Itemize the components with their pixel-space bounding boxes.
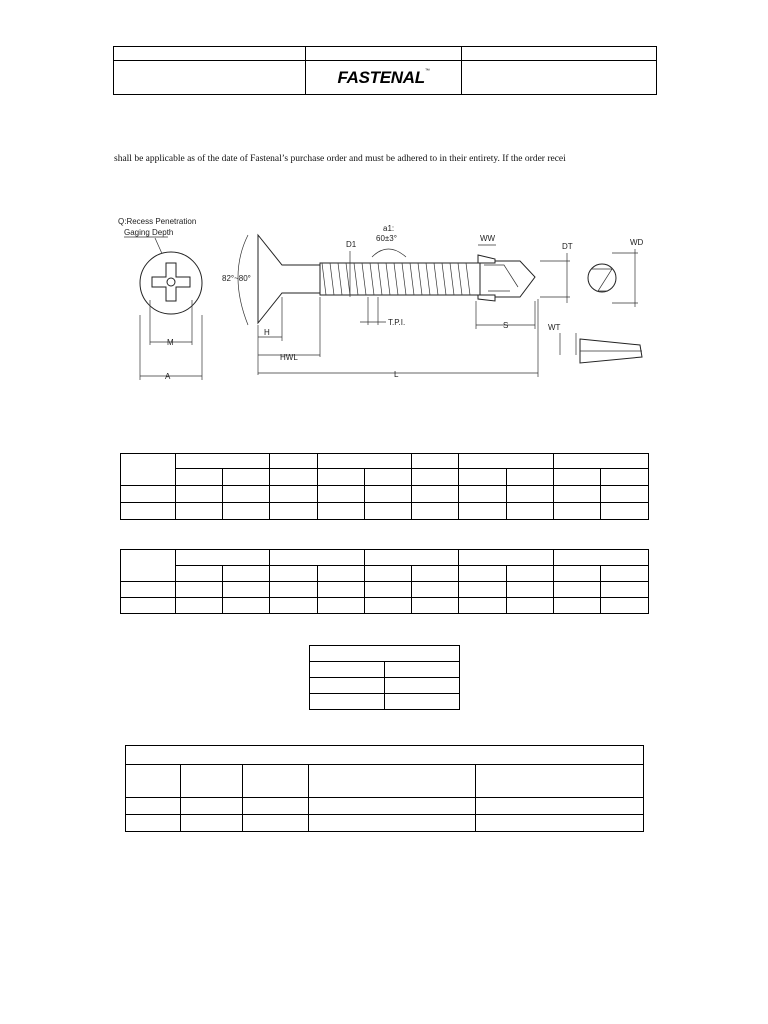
dim-a1-value: 60±3° — [376, 234, 397, 243]
table-cell — [412, 469, 459, 486]
table-cell — [318, 454, 412, 469]
table-cell — [270, 550, 365, 566]
table-cell — [318, 486, 365, 503]
table-cell — [181, 765, 243, 798]
table-cell — [121, 550, 176, 582]
table-cell — [176, 566, 223, 582]
head-top-view — [118, 217, 202, 381]
table-cell — [126, 765, 181, 798]
table-cell — [554, 550, 649, 566]
table-cell — [223, 469, 270, 486]
table-cell — [412, 598, 459, 614]
table-cell — [223, 598, 270, 614]
table-cell — [601, 503, 649, 520]
dim-l-label: L — [394, 370, 399, 379]
spec-table-4 — [125, 745, 644, 832]
table-cell — [507, 566, 554, 582]
table-cell — [459, 503, 507, 520]
table-cell — [601, 469, 649, 486]
table-cell — [270, 454, 318, 469]
table-cell — [121, 454, 176, 486]
table-cell — [318, 566, 365, 582]
table-cell — [270, 566, 318, 582]
table-cell — [176, 486, 223, 503]
dim-a1-label: a1: — [383, 224, 395, 233]
table-cell — [412, 503, 459, 520]
header-cell — [306, 47, 462, 61]
table-cell — [476, 765, 644, 798]
table-cell — [310, 662, 385, 678]
logo-trademark: ™ — [424, 67, 430, 74]
table-row — [126, 815, 644, 832]
table-cell — [554, 469, 601, 486]
table-cell — [181, 798, 243, 815]
screw-side-view — [222, 224, 573, 379]
table-cell — [365, 486, 412, 503]
table-cell — [223, 503, 270, 520]
dim-tpi-label: T.P.I. — [388, 318, 406, 327]
table-row — [310, 678, 460, 694]
table-cell — [310, 694, 385, 710]
table-cell — [365, 582, 412, 598]
table-cell — [507, 598, 554, 614]
table-cell — [126, 798, 181, 815]
dim-h-label: H — [264, 328, 270, 337]
table-cell — [601, 486, 649, 503]
point-end-view — [588, 238, 644, 307]
fastenal-logo — [306, 61, 462, 95]
header-cell — [114, 61, 306, 95]
table-cell — [121, 582, 176, 598]
spec-table-2 — [120, 549, 649, 614]
table-cell — [126, 746, 644, 765]
angle-label: 82°~80° — [222, 274, 251, 283]
table-cell — [412, 454, 459, 469]
table-cell — [223, 566, 270, 582]
table-cell — [181, 815, 243, 832]
spec-table-1 — [120, 453, 649, 520]
spec-table-3 — [309, 645, 460, 710]
table-cell — [270, 503, 318, 520]
table-cell — [385, 694, 460, 710]
table-cell — [365, 566, 412, 582]
table-cell — [459, 486, 507, 503]
table-cell — [385, 678, 460, 694]
dim-ww-label: WW — [480, 234, 496, 243]
table-cell — [601, 598, 649, 614]
table-cell — [121, 486, 176, 503]
table-cell — [270, 469, 318, 486]
table-row — [126, 798, 644, 815]
logo-text: FASTENAL — [337, 67, 425, 87]
table-cell — [243, 815, 309, 832]
header-cell — [114, 47, 306, 61]
table-cell — [176, 582, 223, 598]
table-cell — [310, 646, 460, 662]
table-row — [121, 503, 649, 520]
table-row — [310, 662, 460, 678]
table-cell — [554, 454, 649, 469]
dim-wt-label: WT — [548, 323, 561, 332]
table-cell — [176, 503, 223, 520]
dim-m-label: M — [167, 338, 174, 347]
table-cell — [318, 503, 365, 520]
dim-wd-label: WD — [630, 238, 644, 247]
table-cell — [601, 566, 649, 582]
table-cell — [176, 550, 270, 566]
table-cell — [459, 454, 554, 469]
table-cell — [476, 815, 644, 832]
table-cell — [459, 469, 507, 486]
table-cell — [309, 815, 476, 832]
table-cell — [507, 503, 554, 520]
table-cell — [476, 798, 644, 815]
table-cell — [310, 678, 385, 694]
table-cell — [126, 815, 181, 832]
terms-note: shall be applicable as of the date of Fastenal’s purchase order and must be adhered to in their entirety. If the order recei — [114, 154, 566, 164]
table-cell — [459, 566, 507, 582]
table-cell — [365, 550, 459, 566]
table-cell — [318, 469, 365, 486]
table-row — [121, 582, 649, 598]
table-cell — [554, 566, 601, 582]
wing-detail — [548, 323, 642, 363]
dim-hwl-label: HWL — [280, 353, 298, 362]
table-cell — [365, 598, 412, 614]
table-cell — [554, 486, 601, 503]
table-row — [310, 694, 460, 710]
table-cell — [554, 582, 601, 598]
table-cell — [318, 598, 365, 614]
dim-s-label: S — [503, 321, 509, 330]
dim-d1-label: D1 — [346, 240, 357, 249]
table-cell — [507, 469, 554, 486]
table-cell — [412, 486, 459, 503]
table-cell — [270, 582, 318, 598]
table-cell — [507, 582, 554, 598]
table-cell — [365, 469, 412, 486]
table-cell — [412, 566, 459, 582]
table-cell — [176, 598, 223, 614]
table-cell — [176, 454, 270, 469]
table-cell — [270, 598, 318, 614]
dim-dt-label: DT — [562, 242, 573, 251]
recess-label-2: Gaging Depth — [124, 228, 174, 237]
table-cell — [223, 582, 270, 598]
table-cell — [309, 765, 476, 798]
screw-drawing — [110, 205, 660, 390]
table-cell — [554, 598, 601, 614]
table-cell — [318, 582, 365, 598]
table-cell — [309, 798, 476, 815]
header-table — [113, 46, 657, 95]
header-cell — [462, 61, 657, 95]
table-cell — [243, 798, 309, 815]
header-cell — [462, 47, 657, 61]
table-cell — [385, 662, 460, 678]
table-cell — [270, 486, 318, 503]
table-cell — [507, 486, 554, 503]
table-cell — [412, 582, 459, 598]
table-cell — [223, 486, 270, 503]
table-cell — [459, 550, 554, 566]
table-cell — [176, 469, 223, 486]
table-cell — [554, 503, 601, 520]
recess-label-1: Q:Recess Penetration — [118, 217, 197, 226]
table-cell — [243, 765, 309, 798]
table-cell — [601, 582, 649, 598]
table-row — [121, 486, 649, 503]
table-cell — [365, 503, 412, 520]
table-cell — [459, 598, 507, 614]
table-row — [121, 598, 649, 614]
dim-a-label: A — [165, 372, 171, 381]
table-cell — [459, 582, 507, 598]
table-cell — [121, 503, 176, 520]
table-cell — [121, 598, 176, 614]
